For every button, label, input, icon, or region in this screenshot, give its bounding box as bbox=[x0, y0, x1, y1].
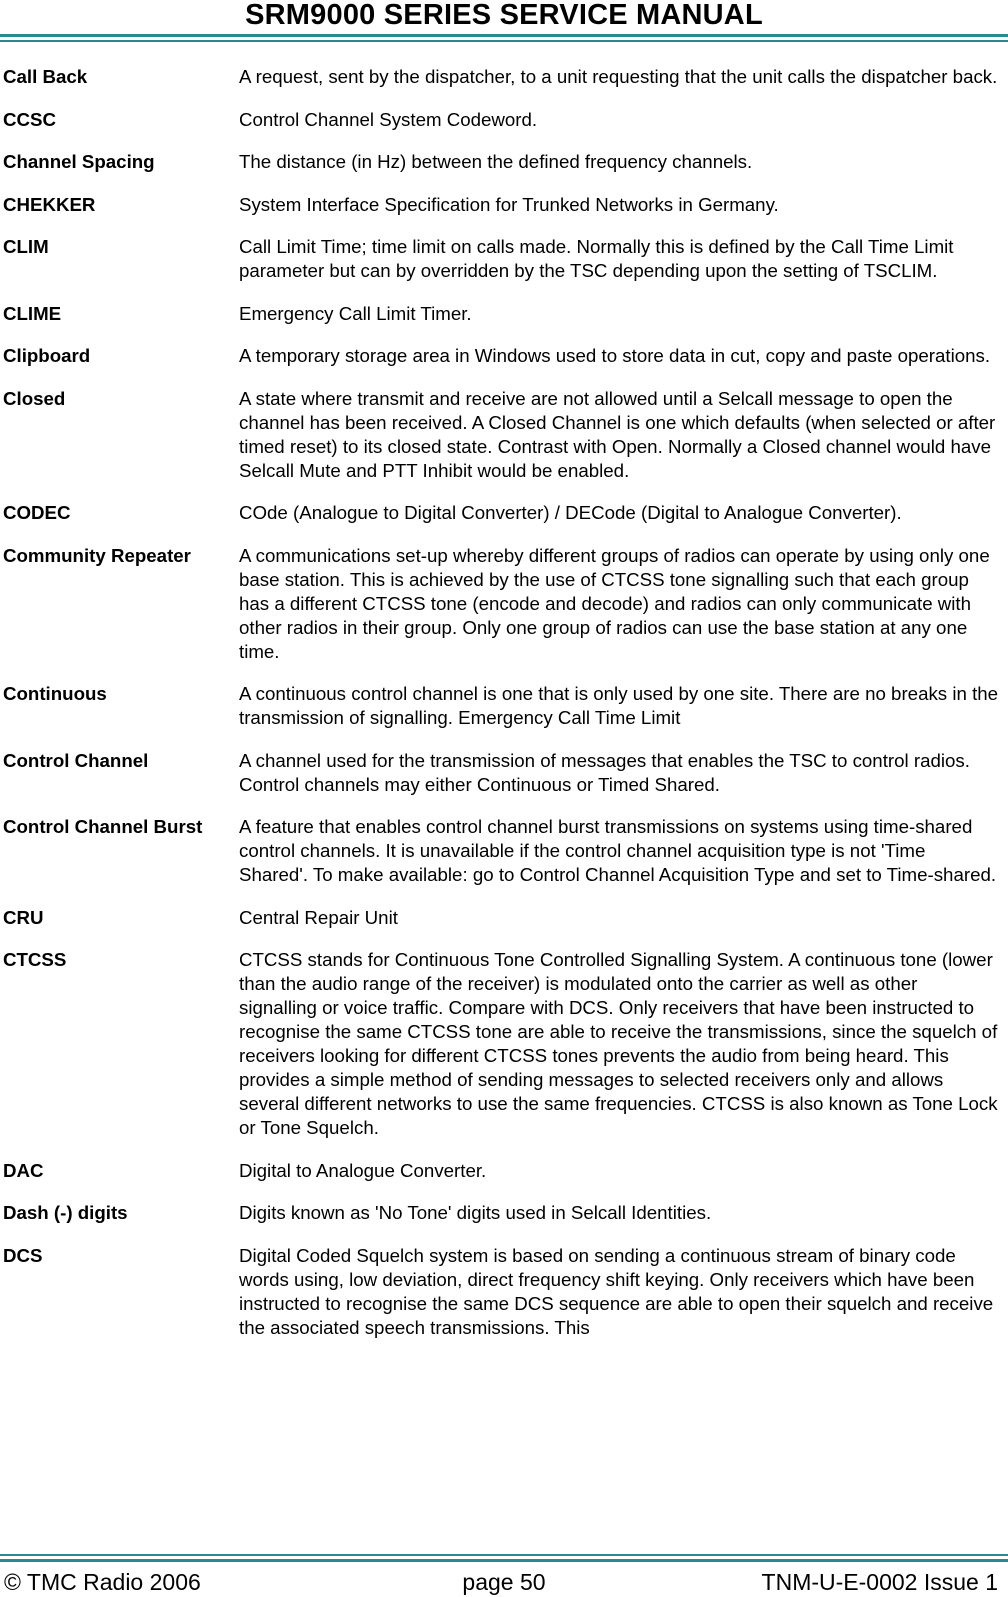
glossary-definition: Central Repair Unit bbox=[239, 906, 398, 928]
glossary-definition: A state where transmit and receive are not allowed until a Selcall message to open the channel has been received. A Closed Channel is one which defaults (when selected or after timed reset) to its closed state. Contrast with Open. Normally a Closed channel would have Selcall Mute and PTT Inhibit would be enabled. bbox=[239, 387, 996, 481]
glossary-entry bbox=[3, 150, 1003, 174]
glossary-definition: A feature that enables control channel burst transmissions on systems using time-shared control channels. It is unavailable if the control channel acquisition type is not 'Time Shared'. To make available: go to Control Channel Acquisition Type and set to Time-shared. bbox=[239, 816, 997, 885]
glossary-list bbox=[3, 65, 1003, 1358]
glossary-definition: Digits known as 'No Tone' digits used in Selcall Identities. bbox=[239, 1202, 712, 1223]
glossary-term: CLIME bbox=[3, 302, 62, 324]
glossary-term: Call Back bbox=[3, 66, 88, 87]
glossary-term: DAC bbox=[3, 1159, 44, 1181]
glossary-definition: System Interface Specification for Trunked Networks in Germany. bbox=[239, 193, 779, 215]
glossary-definition: Emergency Call Limit Timer. bbox=[239, 302, 472, 324]
glossary-definition: A temporary storage area in Windows used to store data in cut, copy and paste operations. bbox=[239, 345, 991, 366]
glossary-definition: A communications set-up whereby different groups of radios can operate by using only one base station. This is achieved by the use of CTCSS tone signalling such that each group has a different CTCSS tone (encode and decode) and radios can only communicate with other radios in their group. Only one group of radios can use the base station at any one time. bbox=[239, 544, 990, 662]
glossary-term: CLIM bbox=[3, 236, 49, 257]
glossary-definition: Digital to Analogue Converter. bbox=[239, 1159, 487, 1181]
glossary-term: Closed bbox=[3, 387, 66, 409]
glossary-entry bbox=[3, 235, 1003, 283]
glossary-term: Control Channel bbox=[3, 749, 149, 771]
glossary-definition: Digital Coded Squelch system is based on sending a continuous stream of binary code words using, low deviation, direct frequency shift keying. Only receivers which have been instructed to recognise the same DCS sequence are able to open their squelch and receive the associated speech transmissions. This bbox=[239, 1244, 994, 1338]
glossary-term: Clipboard bbox=[3, 345, 91, 366]
glossary-term: Control Channel Burst bbox=[3, 816, 203, 837]
glossary-entry bbox=[3, 193, 1003, 217]
glossary-term: Community Repeater bbox=[3, 544, 191, 566]
glossary-term: CRU bbox=[3, 906, 44, 928]
glossary-entry bbox=[3, 749, 1003, 797]
glossary-definition: COde (Analogue to Digital Converter) / DECode (Digital to Analogue Converter). bbox=[239, 502, 902, 523]
glossary-entry bbox=[3, 906, 1003, 930]
glossary-entry bbox=[3, 501, 1003, 525]
page-title: SRM9000 SERIES SERVICE MANUAL bbox=[245, 0, 763, 31]
glossary-term: CTCSS bbox=[3, 949, 67, 970]
glossary-entry bbox=[3, 387, 1003, 483]
glossary-definition: CTCSS stands for Continuous Tone Controlled Signalling System. A continuous tone (lower than the audio range of the receiver) is modulated onto the carrier as well as other signalling or voice traffic. Compare with DCS. Only receivers that have been instructed to recognise the same CTCSS tone are able to receive the transmissions, since the squelch of receivers looking for different CTCSS tones prevents the audio from being heard. This provides a simple method of sending messages to selected receivers only and allows several different networks to use the same frequencies. CTCSS is also known as Tone Lock or Tone Squelch. bbox=[239, 949, 998, 1138]
glossary-definition: Call Limit Time; time limit on calls made. Normally this is defined by the Call Time Limit parameter but can by overridden by the TSC depending upon the setting of TSCLIM. bbox=[239, 236, 954, 281]
glossary-entry bbox=[3, 544, 1003, 664]
glossary-definition: The distance (in Hz) between the defined frequency channels. bbox=[239, 151, 753, 172]
glossary-definition: A channel used for the transmission of messages that enables the TSC to control radios. Control channels may either Continuous or Timed Shared. bbox=[239, 749, 970, 795]
glossary-entry bbox=[3, 344, 1003, 368]
page-header bbox=[0, 0, 1008, 44]
glossary-entry bbox=[3, 1244, 1003, 1340]
glossary-definition: A continuous control channel is one that is only used by one site. There are no breaks in the transmission of signalling. Emergency Call Time Limit bbox=[239, 683, 999, 728]
glossary-entry bbox=[3, 815, 1003, 887]
footer-page-number: page 50 bbox=[462, 1569, 546, 1595]
glossary-entry bbox=[3, 1201, 1003, 1225]
glossary-term: CODEC bbox=[3, 502, 71, 523]
glossary-term: CHEKKER bbox=[3, 193, 96, 215]
glossary-entry bbox=[3, 948, 1003, 1140]
glossary-term: Channel Spacing bbox=[3, 151, 155, 172]
glossary-entry bbox=[3, 682, 1003, 730]
glossary-term: CCSC bbox=[3, 108, 56, 130]
header-rule-top bbox=[0, 34, 1008, 37]
footer-document-id: TNM-U-E-0002 Issue 1 bbox=[761, 1569, 998, 1595]
glossary-term: Continuous bbox=[3, 683, 107, 704]
header-rule-bottom bbox=[0, 40, 1008, 42]
glossary-entry bbox=[3, 108, 1003, 132]
glossary-entry bbox=[3, 65, 1003, 89]
footer-copyright: © TMC Radio 2006 bbox=[4, 1569, 201, 1595]
glossary-term: Dash (-) digits bbox=[3, 1202, 128, 1223]
glossary-entry bbox=[3, 302, 1003, 326]
glossary-definition: Control Channel System Codeword. bbox=[239, 108, 538, 130]
glossary-definition: A request, sent by the dispatcher, to a unit requesting that the unit calls the dispatcher back. bbox=[239, 66, 998, 87]
glossary-term: DCS bbox=[3, 1244, 43, 1266]
glossary-entry bbox=[3, 1159, 1003, 1183]
